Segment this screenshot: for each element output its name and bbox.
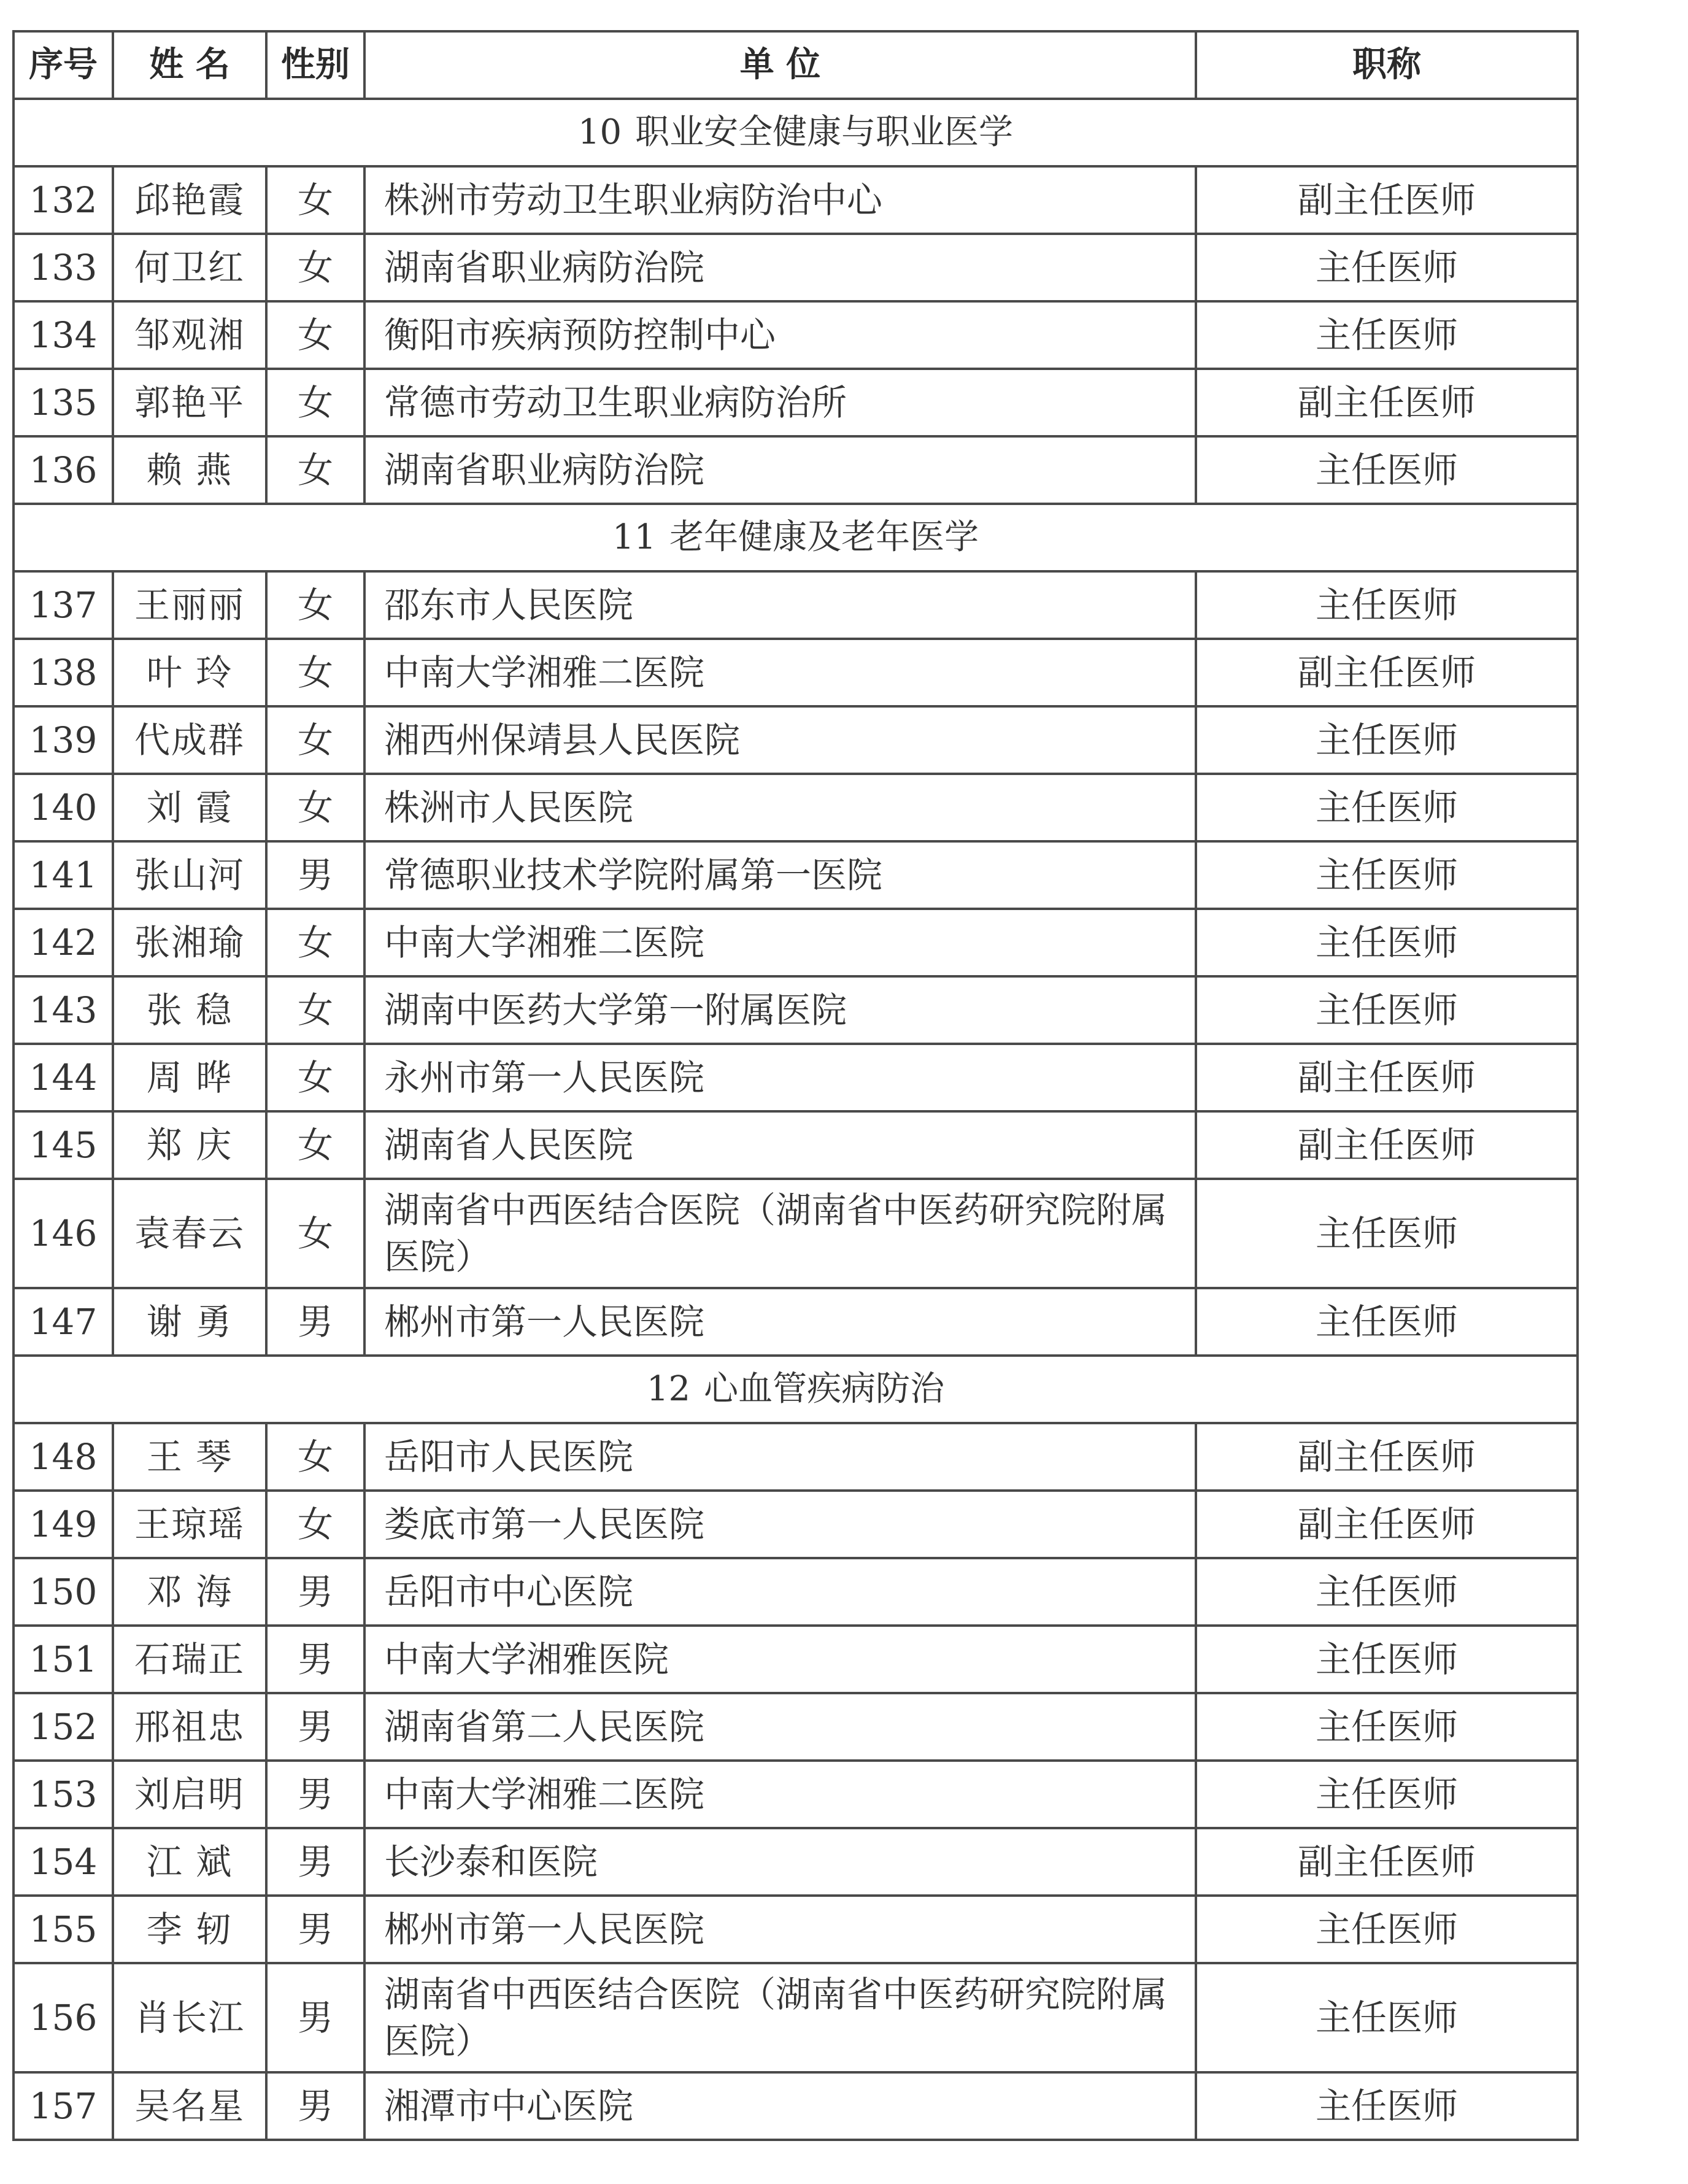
cell-name: 刘 霞 xyxy=(113,774,266,841)
cell-name: 赖 燕 xyxy=(113,436,266,504)
cell-unit: 衡阳市疾病预防控制中心 xyxy=(364,301,1196,369)
roster-table-body xyxy=(13,31,1578,2140)
cell-title: 主任医师 xyxy=(1196,1626,1578,1693)
table-row xyxy=(13,1044,1578,1111)
cell-name: 郑 庆 xyxy=(113,1111,266,1179)
cell-no: 149 xyxy=(13,1491,113,1558)
cell-unit: 郴州市第一人民医院 xyxy=(364,1896,1196,1963)
cell-title: 副主任医师 xyxy=(1196,1491,1578,1558)
cell-no: 153 xyxy=(13,1761,113,1828)
cell-gender: 男 xyxy=(266,1558,364,1626)
section-heading xyxy=(13,504,1578,571)
cell-name: 邹观湘 xyxy=(113,301,266,369)
cell-unit: 中南大学湘雅二医院 xyxy=(364,909,1196,976)
cell-unit: 湖南省第二人民医院 xyxy=(364,1693,1196,1761)
cell-no: 138 xyxy=(13,639,113,706)
cell-title: 副主任医师 xyxy=(1196,1044,1578,1111)
table-row xyxy=(13,1111,1578,1179)
section-title: 职业安全健康与职业医学 xyxy=(635,112,1014,152)
table-row xyxy=(13,1896,1578,1963)
table-row xyxy=(13,301,1578,369)
cell-name: 石瑞正 xyxy=(113,1626,266,1693)
table-row xyxy=(13,1423,1578,1491)
cell-title: 主任医师 xyxy=(1196,1761,1578,1828)
cell-no: 134 xyxy=(13,301,113,369)
cell-no: 136 xyxy=(13,436,113,504)
cell-name: 何卫红 xyxy=(113,234,266,301)
cell-gender: 女 xyxy=(266,1423,364,1491)
table-row xyxy=(13,774,1578,841)
cell-name: 郭艳平 xyxy=(113,369,266,436)
section-number: 12 xyxy=(646,1369,691,1409)
cell-no: 152 xyxy=(13,1693,113,1761)
cell-name: 王 琴 xyxy=(113,1423,266,1491)
cell-unit: 永州市第一人民医院 xyxy=(364,1044,1196,1111)
cell-title: 主任医师 xyxy=(1196,841,1578,909)
section-heading xyxy=(13,99,1578,166)
cell-unit: 常德市劳动卫生职业病防治所 xyxy=(364,369,1196,436)
cell-title: 副主任医师 xyxy=(1196,1828,1578,1896)
cell-title: 副主任医师 xyxy=(1196,369,1578,436)
table-row xyxy=(13,2072,1578,2140)
cell-gender: 女 xyxy=(266,571,364,639)
cell-name: 刘启明 xyxy=(113,1761,266,1828)
cell-unit: 湘潭市中心医院 xyxy=(364,2072,1196,2140)
cell-name: 王丽丽 xyxy=(113,571,266,639)
header-unit: 单 位 xyxy=(364,31,1196,99)
cell-no: 156 xyxy=(13,1963,113,2072)
cell-title: 副主任医师 xyxy=(1196,166,1578,234)
cell-name: 张 稳 xyxy=(113,976,266,1044)
table-row xyxy=(13,234,1578,301)
cell-name: 江 斌 xyxy=(113,1828,266,1896)
cell-gender: 女 xyxy=(266,1179,364,1288)
cell-name: 王琼瑶 xyxy=(113,1491,266,1558)
section-title: 心血管疾病防治 xyxy=(704,1369,945,1409)
cell-gender: 男 xyxy=(266,1288,364,1356)
cell-title: 副主任医师 xyxy=(1196,1111,1578,1179)
cell-title: 主任医师 xyxy=(1196,2072,1578,2140)
cell-title: 主任医师 xyxy=(1196,909,1578,976)
table-row xyxy=(13,1828,1578,1896)
table-row xyxy=(13,1558,1578,1626)
table-row xyxy=(13,976,1578,1044)
header-name: 姓 名 xyxy=(113,31,266,99)
cell-unit: 湖南省职业病防治院 xyxy=(364,436,1196,504)
section-number: 11 xyxy=(612,517,657,557)
cell-name: 叶 玲 xyxy=(113,639,266,706)
cell-gender: 男 xyxy=(266,1626,364,1693)
cell-title: 主任医师 xyxy=(1196,1896,1578,1963)
cell-gender: 男 xyxy=(266,2072,364,2140)
cell-unit: 株洲市人民医院 xyxy=(364,774,1196,841)
table-row xyxy=(13,706,1578,774)
cell-unit: 株洲市劳动卫生职业病防治中心 xyxy=(364,166,1196,234)
cell-unit: 邵东市人民医院 xyxy=(364,571,1196,639)
table-row xyxy=(13,571,1578,639)
cell-no: 145 xyxy=(13,1111,113,1179)
table-row xyxy=(13,1761,1578,1828)
cell-name: 袁春云 xyxy=(113,1179,266,1288)
table-row xyxy=(13,1963,1578,2072)
table-row xyxy=(13,436,1578,504)
cell-unit: 中南大学湘雅医院 xyxy=(364,1626,1196,1693)
cell-title: 主任医师 xyxy=(1196,976,1578,1044)
header-gender: 性别 xyxy=(266,31,364,99)
cell-no: 157 xyxy=(13,2072,113,2140)
section-row xyxy=(13,99,1578,166)
cell-no: 151 xyxy=(13,1626,113,1693)
cell-gender: 男 xyxy=(266,1896,364,1963)
cell-gender: 男 xyxy=(266,1693,364,1761)
cell-unit: 岳阳市人民医院 xyxy=(364,1423,1196,1491)
table-row xyxy=(13,166,1578,234)
cell-title: 主任医师 xyxy=(1196,571,1578,639)
cell-gender: 男 xyxy=(266,1963,364,2072)
cell-unit: 湖南省人民医院 xyxy=(364,1111,1196,1179)
cell-title: 主任医师 xyxy=(1196,436,1578,504)
cell-name: 邢祖忠 xyxy=(113,1693,266,1761)
cell-name: 张山河 xyxy=(113,841,266,909)
cell-no: 154 xyxy=(13,1828,113,1896)
cell-no: 148 xyxy=(13,1423,113,1491)
table-row xyxy=(13,369,1578,436)
cell-title: 主任医师 xyxy=(1196,1558,1578,1626)
cell-title: 主任医师 xyxy=(1196,1288,1578,1356)
cell-gender: 女 xyxy=(266,774,364,841)
cell-no: 140 xyxy=(13,774,113,841)
cell-name: 谢 勇 xyxy=(113,1288,266,1356)
cell-no: 150 xyxy=(13,1558,113,1626)
cell-name: 张湘瑜 xyxy=(113,909,266,976)
cell-gender: 女 xyxy=(266,909,364,976)
cell-no: 141 xyxy=(13,841,113,909)
cell-unit: 长沙泰和医院 xyxy=(364,1828,1196,1896)
cell-no: 146 xyxy=(13,1179,113,1288)
cell-name: 李 轫 xyxy=(113,1896,266,1963)
cell-gender: 女 xyxy=(266,369,364,436)
cell-gender: 女 xyxy=(266,301,364,369)
header-title: 职称 xyxy=(1196,31,1578,99)
header-no: 序号 xyxy=(13,31,113,99)
cell-title: 主任医师 xyxy=(1196,301,1578,369)
section-title: 老年健康及老年医学 xyxy=(669,517,979,557)
roster-table xyxy=(12,30,1579,2141)
cell-gender: 女 xyxy=(266,639,364,706)
cell-no: 142 xyxy=(13,909,113,976)
cell-name: 邓 海 xyxy=(113,1558,266,1626)
cell-no: 135 xyxy=(13,369,113,436)
cell-title: 副主任医师 xyxy=(1196,1423,1578,1491)
cell-gender: 男 xyxy=(266,841,364,909)
section-heading xyxy=(13,1356,1578,1423)
cell-title: 主任医师 xyxy=(1196,1963,1578,2072)
cell-unit: 湖南省职业病防治院 xyxy=(364,234,1196,301)
cell-gender: 女 xyxy=(266,706,364,774)
cell-no: 144 xyxy=(13,1044,113,1111)
table-row xyxy=(13,1693,1578,1761)
cell-gender: 女 xyxy=(266,1111,364,1179)
cell-gender: 女 xyxy=(266,1491,364,1558)
cell-gender: 女 xyxy=(266,1044,364,1111)
cell-title: 主任医师 xyxy=(1196,1693,1578,1761)
section-row xyxy=(13,1356,1578,1423)
table-row xyxy=(13,1626,1578,1693)
cell-unit: 湖南省中西医结合医院（湖南省中医药研究院附属医院） xyxy=(364,1963,1196,2072)
cell-title: 副主任医师 xyxy=(1196,639,1578,706)
cell-unit: 湘西州保靖县人民医院 xyxy=(364,706,1196,774)
cell-name: 周 晔 xyxy=(113,1044,266,1111)
table-row xyxy=(13,639,1578,706)
cell-no: 132 xyxy=(13,166,113,234)
cell-title: 主任医师 xyxy=(1196,706,1578,774)
cell-gender: 男 xyxy=(266,1828,364,1896)
cell-no: 139 xyxy=(13,706,113,774)
table-row xyxy=(13,1491,1578,1558)
cell-title: 主任医师 xyxy=(1196,1179,1578,1288)
cell-unit: 中南大学湘雅二医院 xyxy=(364,639,1196,706)
cell-unit: 湖南中医药大学第一附属医院 xyxy=(364,976,1196,1044)
cell-unit: 常德职业技术学院附属第一医院 xyxy=(364,841,1196,909)
cell-no: 137 xyxy=(13,571,113,639)
cell-name: 代成群 xyxy=(113,706,266,774)
cell-gender: 男 xyxy=(266,1761,364,1828)
cell-no: 155 xyxy=(13,1896,113,1963)
cell-name: 邱艳霞 xyxy=(113,166,266,234)
cell-unit: 湖南省中西医结合医院（湖南省中医药研究院附属医院） xyxy=(364,1179,1196,1288)
section-number: 10 xyxy=(577,112,622,152)
cell-gender: 女 xyxy=(266,166,364,234)
cell-unit: 中南大学湘雅二医院 xyxy=(364,1761,1196,1828)
cell-name: 肖长江 xyxy=(113,1963,266,2072)
cell-gender: 女 xyxy=(266,436,364,504)
cell-no: 143 xyxy=(13,976,113,1044)
cell-title: 主任医师 xyxy=(1196,774,1578,841)
cell-no: 147 xyxy=(13,1288,113,1356)
cell-unit: 岳阳市中心医院 xyxy=(364,1558,1196,1626)
cell-gender: 女 xyxy=(266,976,364,1044)
table-row xyxy=(13,841,1578,909)
cell-title: 主任医师 xyxy=(1196,234,1578,301)
table-header-row xyxy=(13,31,1578,99)
table-row xyxy=(13,1288,1578,1356)
cell-name: 吴名星 xyxy=(113,2072,266,2140)
section-row xyxy=(13,504,1578,571)
cell-no: 133 xyxy=(13,234,113,301)
cell-unit: 郴州市第一人民医院 xyxy=(364,1288,1196,1356)
cell-gender: 女 xyxy=(266,234,364,301)
cell-unit: 娄底市第一人民医院 xyxy=(364,1491,1196,1558)
table-row xyxy=(13,909,1578,976)
table-row xyxy=(13,1179,1578,1288)
